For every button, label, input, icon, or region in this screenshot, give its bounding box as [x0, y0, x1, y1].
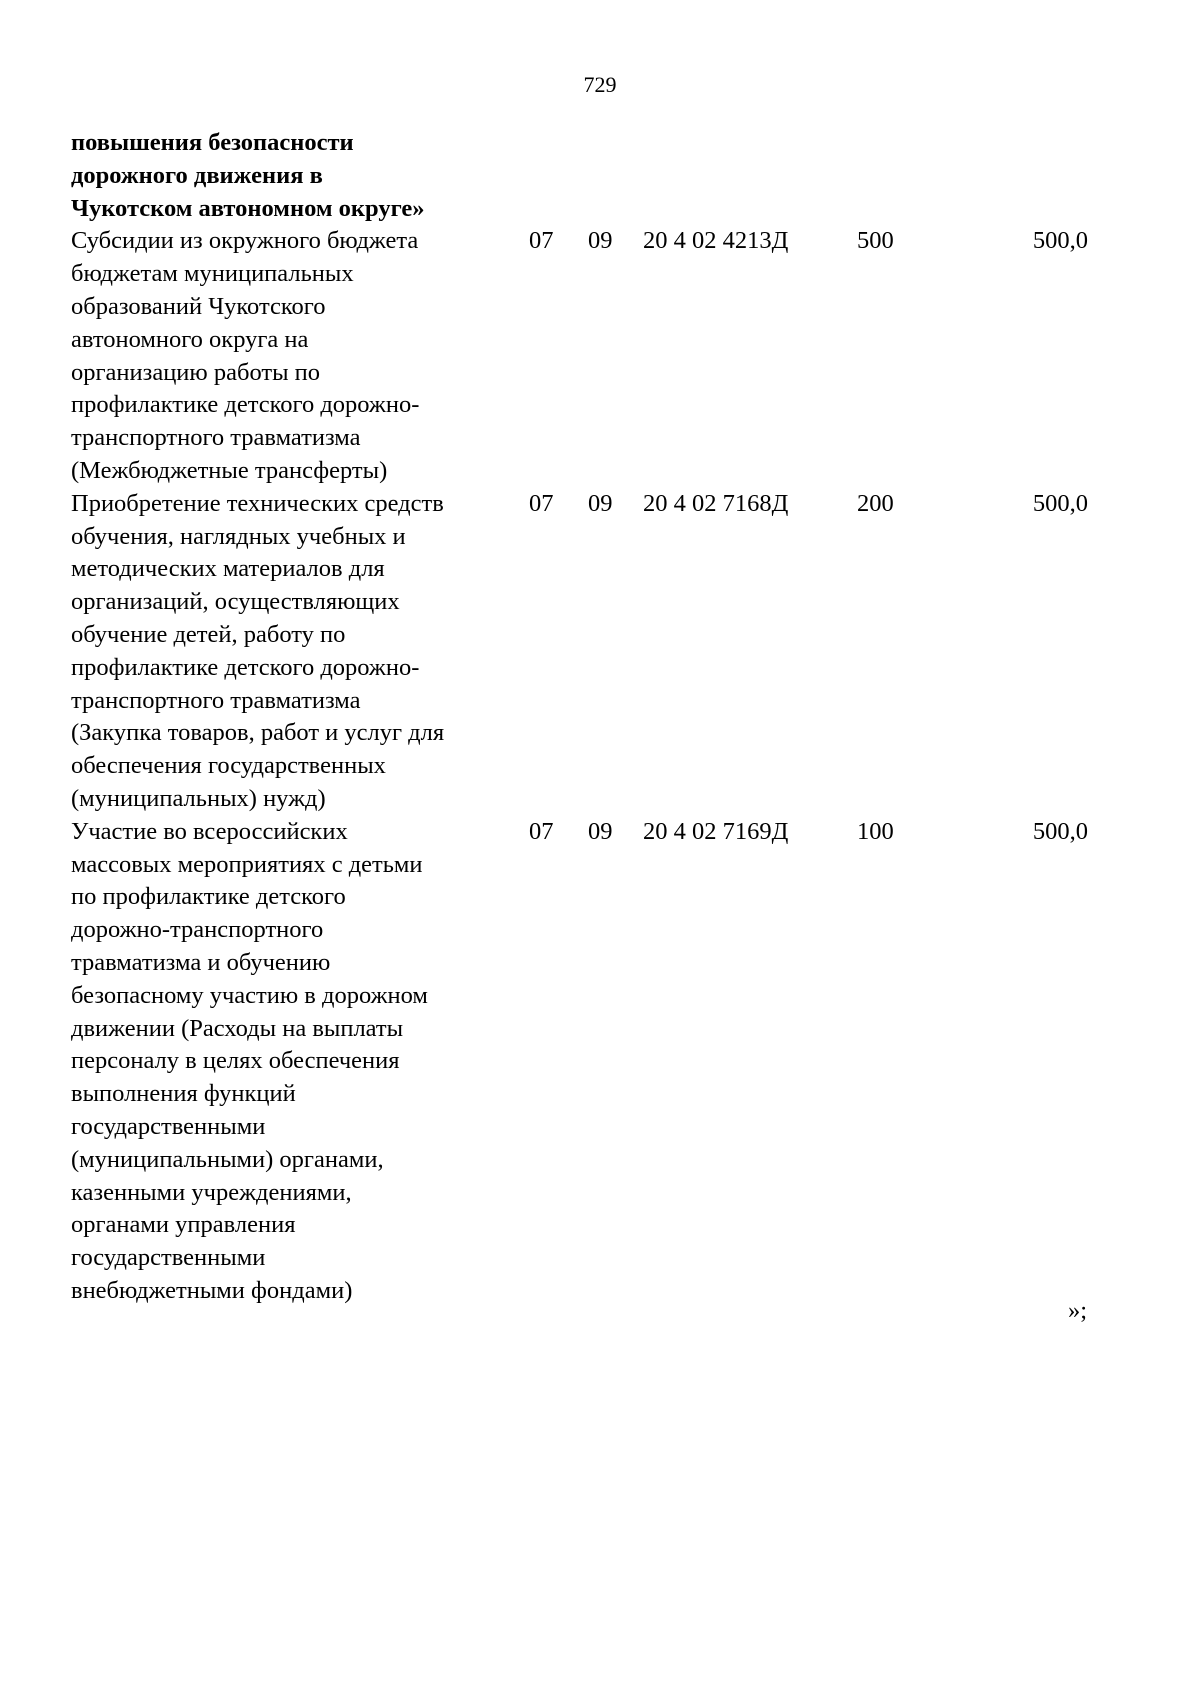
closing-quote-mark: »;: [1067, 1297, 1087, 1324]
description-line: профилактике детского дорожно-: [71, 391, 420, 419]
table-row: [71, 225, 1131, 487]
description-line: транспортного травматизма: [71, 424, 361, 452]
budget-table: [71, 127, 1131, 1308]
description-line: организацию работы по: [71, 358, 321, 386]
description-line: организаций, осуществляющих: [71, 588, 400, 616]
expense-type-code: 500: [857, 227, 894, 255]
description-line: Субсидии из окружного бюджета: [71, 227, 419, 255]
description-line: бюджетам муниципальных: [71, 260, 354, 288]
heading-line: повышения безопасности: [71, 129, 354, 156]
description-line: государственными: [71, 1244, 266, 1272]
table-row: [71, 816, 1131, 1308]
subsection-code: 09: [588, 227, 613, 255]
description-line: профилактике детского дорожно-: [71, 653, 420, 681]
description-line: обучение детей, работу по: [71, 620, 346, 648]
target-article-code: 20 4 02 7168Д: [643, 489, 789, 517]
description-line: (Межбюджетные трансферты): [71, 456, 388, 484]
description-line: казенными учреждениями,: [71, 1178, 352, 1206]
description-line: травматизма и обучению: [71, 948, 331, 976]
description-line: персоналу в целях обеспечения: [71, 1047, 400, 1075]
description-line: государственными: [71, 1112, 266, 1140]
target-article-code: 20 4 02 4213Д: [643, 227, 789, 255]
description-line: обучения, наглядных учебных и: [71, 522, 406, 550]
description-line: автономного округа на: [71, 325, 309, 353]
description-line: внебюджетными фондами): [71, 1276, 353, 1304]
description-line: по профилактике детского: [71, 883, 346, 911]
section-code: 07: [529, 817, 554, 845]
description-line: методических материалов для: [71, 555, 385, 583]
section-code: 07: [529, 489, 554, 517]
description-line: движении (Расходы на выплаты: [71, 1014, 404, 1042]
description-line: дорожно-транспортного: [71, 916, 324, 944]
page-number: 729: [583, 72, 617, 97]
amount: 500,0: [1032, 817, 1088, 845]
target-article-code: 20 4 02 7169Д: [643, 817, 789, 845]
description-line: образований Чукотского: [71, 292, 326, 320]
section-heading: [71, 127, 511, 225]
table-row: [71, 488, 1131, 816]
heading-line: дорожного движения в: [71, 161, 323, 189]
subsection-code: 09: [588, 817, 613, 845]
description-line: транспортного травматизма: [71, 686, 361, 714]
section-code: 07: [529, 227, 554, 255]
amount: 500,0: [1032, 489, 1088, 517]
row-description: [71, 816, 511, 1308]
row-description: [71, 488, 511, 816]
heading-line: Чукотском автономном округе»: [71, 194, 425, 222]
amount: 500,0: [1032, 227, 1088, 255]
description-line: выполнения функций: [71, 1080, 296, 1108]
expense-type-code: 200: [857, 489, 894, 517]
subsection-code: 09: [588, 489, 613, 517]
description-line: (Закупка товаров, работ и услуг для: [71, 719, 445, 747]
description-line: массовых мероприятиях с детьми: [71, 850, 423, 878]
description-line: Участие во всероссийских: [71, 817, 348, 845]
description-line: Приобретение технических средств: [71, 489, 444, 517]
description-line: (муниципальных) нужд): [71, 784, 326, 812]
description-line: безопасному участию в дорожном: [71, 981, 428, 1009]
description-line: (муниципальными) органами,: [71, 1145, 384, 1173]
row-description: [71, 225, 511, 487]
table-heading-row: [71, 127, 1131, 225]
description-line: органами управления: [71, 1211, 296, 1239]
expense-type-code: 100: [857, 817, 894, 845]
description-line: обеспечения государственных: [71, 752, 386, 780]
